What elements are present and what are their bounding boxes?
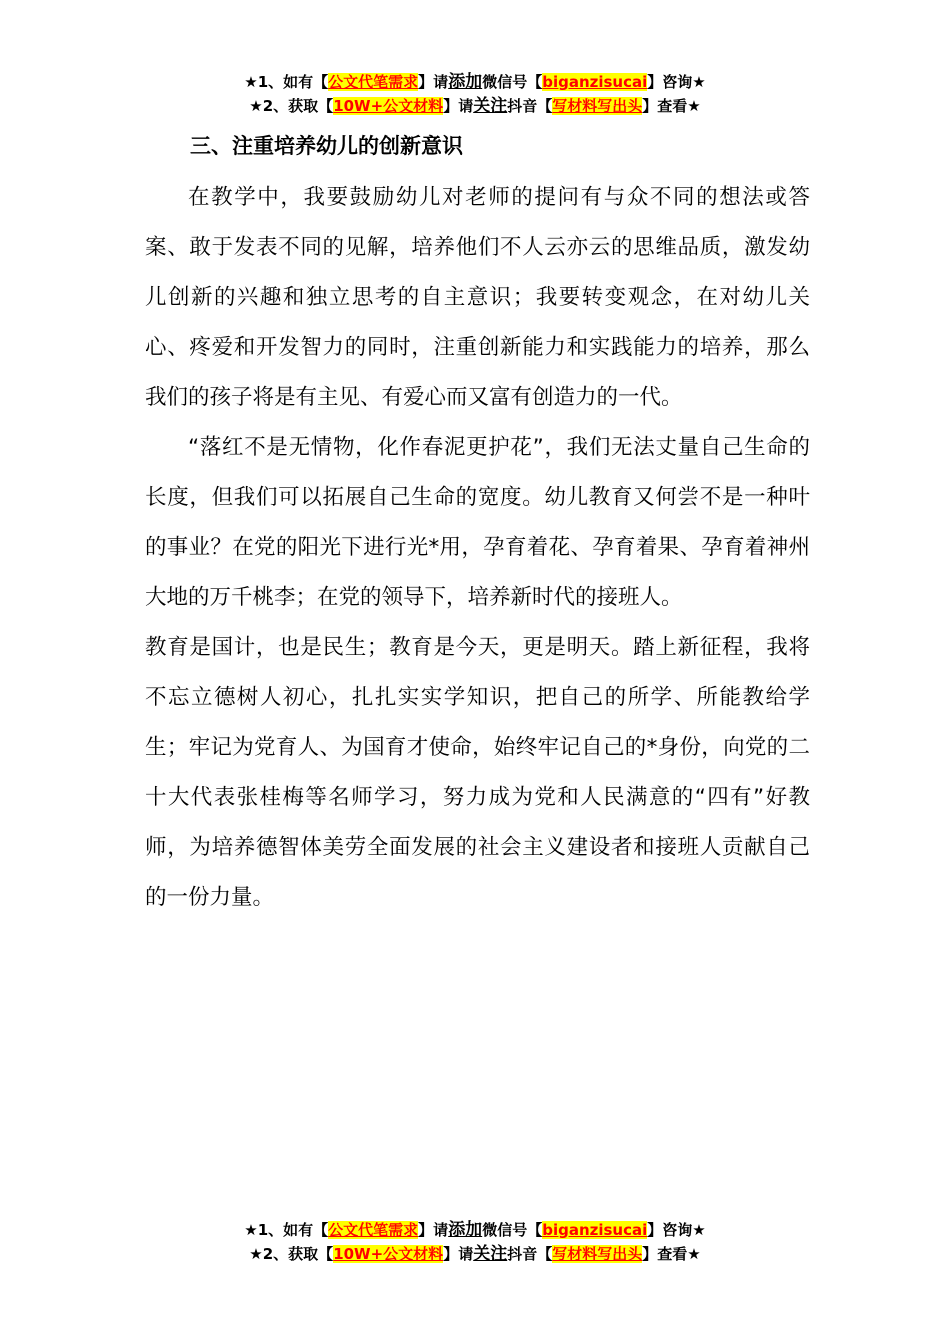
banner-text: 】请 [443, 1245, 474, 1263]
banner-text: 】请 [443, 97, 474, 115]
banner-text: ★1、如有【 [244, 73, 329, 91]
highlight-wechat-id: biganzisucai [542, 73, 648, 91]
emphasis-follow: 关注 [473, 96, 508, 116]
header-banner [0, 70, 950, 118]
banner-line-2 [0, 94, 950, 118]
banner-text: 】咨询★ [647, 1221, 706, 1239]
banner-text: 】查看★ [642, 1245, 701, 1263]
banner-text: 】请 [418, 73, 449, 91]
emphasis-add: 添加 [448, 1220, 483, 1240]
banner-line-2 [0, 1242, 950, 1266]
banner-line-1 [0, 1218, 950, 1242]
paragraph: “落红不是无情物，化作春泥更护花”，我们无法丈量自己生命的长度，但我们可以拓展自己生命的宽度。幼儿教育又何尝不是一种叶的事业？在党的阳光下进行光*用，孕育着花、孕育着果、孕育着神州大地的万千桃李；在党的领导下，培养新时代的接班人。 [145, 435, 810, 610]
footer-banner [0, 1218, 950, 1266]
banner-line-1 [0, 70, 950, 94]
section-heading: 三、注重培养幼儿的创新意识 [190, 134, 463, 158]
banner-text: 】咨询★ [647, 73, 706, 91]
banner-text: ★2、获取【 [249, 97, 334, 115]
highlight-service: 公文代笔需求 [328, 73, 419, 91]
emphasis-add: 添加 [448, 72, 483, 92]
banner-text: ★1、如有【 [244, 1221, 329, 1239]
highlight-materials: 10W+公文材料 [333, 1245, 444, 1263]
banner-text: 微信号【 [482, 73, 543, 91]
highlight-douyin-id: 写材料写出头 [552, 97, 643, 115]
banner-text: ★2、获取【 [249, 1245, 334, 1263]
highlight-materials: 10W+公文材料 [333, 97, 444, 115]
banner-text: 】请 [418, 1221, 449, 1239]
paragraph: 教育是国计，也是民生；教育是今天，更是明天。踏上新征程，我将不忘立德树人初心，扎扎实实学知识，把自己的所学、所能教给学生；牢记为党育人、为国育才使命，始终牢记自己的*身份，向党的二十大代表张桂梅等名师学习，努力成为党和人民满意的“四有”好教师，为培养德智体美劳全面发展的社会主义建设者和接班人贡献自己的一份力量。 [145, 635, 810, 910]
document-body [145, 127, 810, 923]
highlight-wechat-id: biganzisucai [542, 1221, 648, 1239]
paragraph: 在教学中，我要鼓励幼儿对老师的提问有与众不同的想法或答案、敢于发表不同的见解，培养他们不人云亦云的思维品质，激发幼儿创新的兴趣和独立思考的自主意识；我要转变观念，在对幼儿关心、疼爱和开发智力的同时，注重创新能力和实践能力的培养，那么我们的孩子将是有主见、有爱心而又富有创造力的一代。 [145, 185, 810, 410]
banner-text: 抖音【 [507, 97, 553, 115]
banner-text: 】查看★ [642, 97, 701, 115]
banner-text: 抖音【 [507, 1245, 553, 1263]
highlight-service: 公文代笔需求 [328, 1221, 419, 1239]
banner-text: 微信号【 [482, 1221, 543, 1239]
highlight-douyin-id: 写材料写出头 [552, 1245, 643, 1263]
emphasis-follow: 关注 [473, 1244, 508, 1264]
